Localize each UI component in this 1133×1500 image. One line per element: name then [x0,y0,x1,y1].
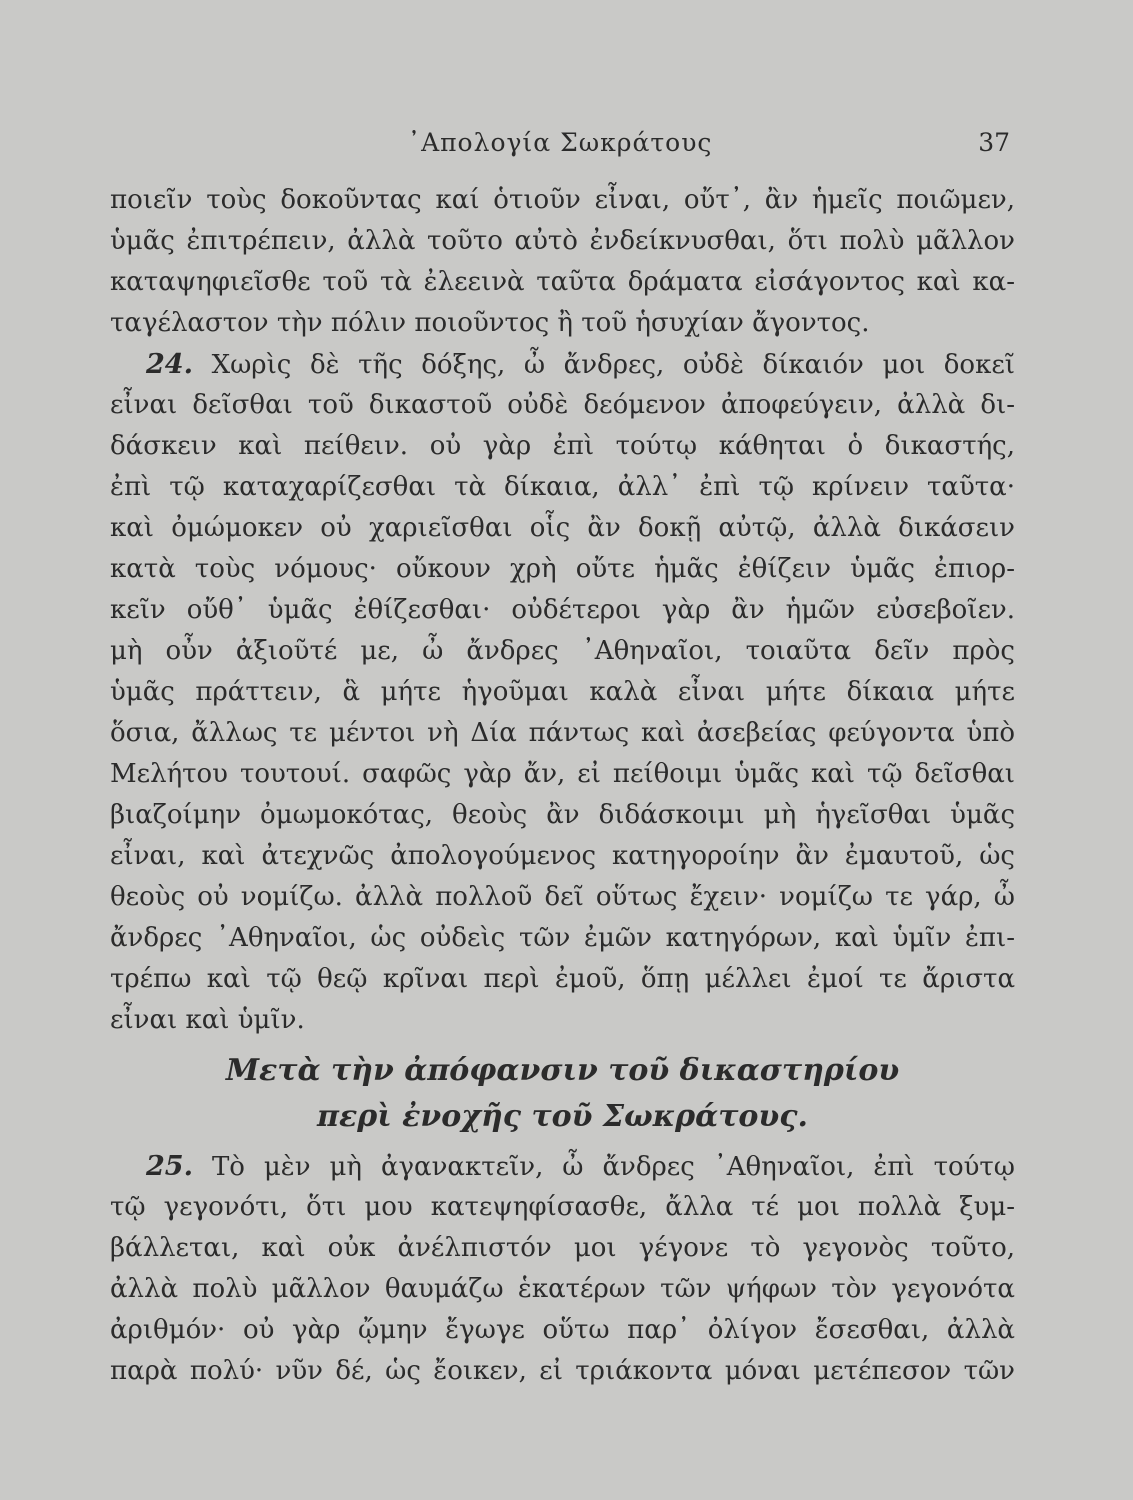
text-line: ἄνδρες ᾿Αθηναῖοι, ὡς οὐδεὶς τῶν ἐμῶν κατηγόρων, καὶ ὑμῖν ἐπι- [110,923,1015,953]
section-24-first-line [110,344,1015,385]
text-line: ταγέλαστον τὴν πόλιν ποιοῦντος ἢ τοῦ ἡσυχίαν ἄγοντος. [110,308,870,338]
text-line: δάσκειν καὶ πείθειν. οὐ γὰρ ἐπὶ τούτῳ κάθηται ὁ δικαστής, [110,431,1015,461]
text-line: τρέπω καὶ τῷ θεῷ κρῖναι περὶ ἐμοῦ, ὅπῃ μέλλει ἐμοί τε ἄριστα [110,964,1015,994]
section-heading [110,1048,1015,1140]
text-line: εἶναι καὶ ὑμῖν. [110,1005,305,1035]
section-number-24: 24. [146,349,193,380]
text-line: τῷ γεγονότι, ὅτι μου κατεψηφίσασθε, ἄλλα τέ μοι πολλὰ ξυμ- [110,1192,1015,1222]
text-line: παρὰ πολύ· νῦν δέ, ὡς ἔοικεν, εἰ τριάκοντα μόναι μετέπεσον τῶν [110,1356,1015,1386]
text-line: μὴ οὖν ἀξιοῦτέ με, ὦ ἄνδρες ᾿Αθηναῖοι, τοιαῦτα δεῖν πρὸς [110,636,1015,666]
text-line: θεοὺς οὐ νομίζω. ἀλλὰ πολλοῦ δεῖ οὕτως ἔχειν· νομίζω τε γάρ, ὦ [110,882,1015,912]
text-line: Τὸ μὲν μὴ ἀγανακτεῖν, ὦ ἄνδρες ᾿Αθηναῖοι, ἐπὶ τούτῳ [211,1152,1015,1182]
page-header [110,128,1010,168]
text-line: κατὰ τοὺς νόμους· οὔκουν χρὴ οὔτε ἡμᾶς ἐθίζειν ὑμᾶς ἐπιορ- [110,554,1015,584]
section-25-first-line [110,1146,1015,1187]
text-line: κεῖν οὔθ᾿ ὑμᾶς ἐθίζεσθαι· οὐδέτεροι γὰρ ἂν ἡμῶν εὐσεβοῖεν. [110,595,1015,625]
text-line: Χωρὶς δὲ τῆς δόξης, ὦ ἄνδρες, οὐδὲ δίκαιόν μοι δοκεῖ [211,350,1015,380]
text-line: ἀλλὰ πολὺ μᾶλλον θαυμάζω ἑκατέρων τῶν ψήφων τὸν γεγονότα [110,1274,1015,1304]
running-title: ᾿Απολογία Σωκράτους [407,128,713,157]
text-line: εἶναι, καὶ ἀτεχνῶς ἀπολογούμενος κατηγοροίην ἂν ἐμαυτοῦ, ὡς [110,841,1015,871]
text-line: ὑμᾶς πράττειν, ἃ μήτε ἡγοῦμαι καλὰ εἶναι μήτε δίκαια μήτε [110,677,1015,707]
text-block-bottom [110,1146,1015,1392]
text-line: βάλλεται, καὶ οὐκ ἀνέλπιστόν μοι γέγονε τὸ γεγονὸς τοῦτο, [110,1233,1015,1263]
text-line: ἐπὶ τῷ καταχαρίζεσθαι τὰ δίκαια, ἀλλ᾿ ἐπὶ τῷ κρίνειν ταῦτα· [110,472,1015,502]
heading-line-2: περὶ ἐνοχῆς τοῦ Σωκράτους. [317,1099,808,1134]
text-line: καὶ ὀμώμοκεν οὐ χαριεῖσθαι οἷς ἂν δοκῇ αὐτῷ, ἀλλὰ δικάσειν [110,513,1015,543]
text-line: ὅσια, ἄλλως τε μέντοι νὴ Δία πάντως καὶ ἀσεβείας φεύγοντα ὑπὸ [110,718,1015,748]
page-number: 37 [978,128,1010,157]
text-line: ὑμᾶς ἐπιτρέπειν, ἀλλὰ τοῦτο αὐτὸ ἐνδείκνυσθαι, ὅτι πολὺ μᾶλλον [110,226,1015,256]
text-line: καταψηφιεῖσθε τοῦ τὰ ἐλεεινὰ ταῦτα δράματα εἰσάγοντος καὶ κα- [110,267,1015,297]
heading-line-1: Μετὰ τὴν ἀπόφανσιν τοῦ δικαστηρίου [225,1053,900,1088]
text-line: ποιεῖν τοὺς δοκοῦντας καί ὁτιοῦν εἶναι, οὔτ᾿, ἂν ἡμεῖς ποιῶμεν, [110,185,1015,215]
section-number-25: 25. [146,1151,193,1182]
text-line: βιαζοίμην ὀμωμοκότας, θεοὺς ἂν διδάσκοιμι μὴ ἡγεῖσθαι ὑμᾶς [110,800,1015,830]
text-line: Μελήτου τουτουί. σαφῶς γὰρ ἄν, εἰ πείθοιμι ὑμᾶς καὶ τῷ δεῖσθαι [110,759,1015,789]
text-line: ἀριθμόν· οὐ γὰρ ᾤμην ἔγωγε οὕτω παρ᾿ ὀλίγον ἔσεσθαι, ἀλλὰ [110,1315,1015,1345]
text-block-top [110,180,1015,1041]
text-line: εἶναι δεῖσθαι τοῦ δικαστοῦ οὐδὲ δεόμενον ἀποφεύγειν, ἀλλὰ δι- [110,390,1015,420]
